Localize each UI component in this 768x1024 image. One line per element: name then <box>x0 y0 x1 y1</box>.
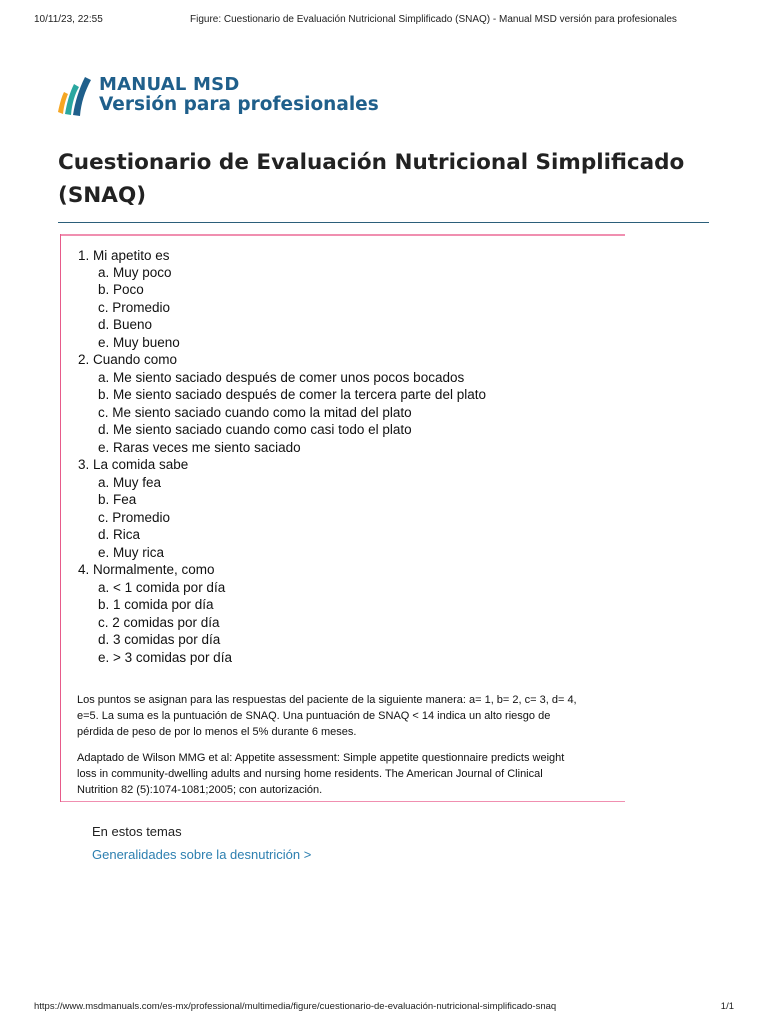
figure-bottom-border <box>61 801 625 803</box>
title-divider <box>58 222 709 223</box>
question-4-option-b: b. 1 comida por día <box>98 597 214 612</box>
question-3: 3. La comida sabe <box>78 457 189 472</box>
question-2-option-c: c. Me siento saciado cuando como la mitad del plato <box>98 405 412 420</box>
question-2-option-a: a. Me siento saciado después de comer unos pocos bocados <box>98 370 465 385</box>
question-2-option-b: b. Me siento saciado después de comer la tercera parte del plato <box>98 387 486 402</box>
question-1-option-c: c. Promedio <box>98 300 171 315</box>
question-3-option-d: d. Rica <box>98 527 141 542</box>
question-1-option-a: a. Muy poco <box>98 265 172 280</box>
question-4-option-a: a. < 1 comida por día <box>98 580 226 595</box>
question-4-option-d: d. 3 comidas por día <box>98 632 221 647</box>
question-3-option-c: c. Promedio <box>98 510 171 525</box>
question-3-option-e: e. Muy rica <box>98 545 165 560</box>
page-number: 1/1 <box>720 1001 734 1012</box>
related-topics-label: En estos temas <box>92 824 182 839</box>
question-1: 1. Mi apetito es <box>78 248 170 263</box>
msd-logo-icon <box>56 72 94 116</box>
page-title: Cuestionario de Evaluación Nutricional Simplificado (SNAQ) <box>58 150 685 208</box>
question-4-option-e: e. > 3 comidas por día <box>98 650 232 665</box>
print-datetime: 10/11/23, 22:55 <box>34 14 103 25</box>
question-2: 2. Cuando como <box>78 352 178 367</box>
figure-top-border <box>61 234 625 236</box>
question-2-option-d: d. Me siento saciado cuando como casi todo el plato <box>98 422 412 437</box>
question-2-option-e: e. Raras veces me siento saciado <box>98 440 301 455</box>
citation: Adaptado de Wilson MMG et al: Appetite assessment: Simple appetite questionnaire predicts weight loss in community-dwelling adults and nursing home residents. The American Journal of Clinical Nutrition 82 (5):1074-1081;2005; con autorización. <box>77 752 565 796</box>
question-3-option-b: b. Fea <box>98 492 137 507</box>
print-url: https://www.msdmanuals.com/es-mx/professional/multimedia/figure/cuestionario-de-evaluación-nutricional-simplificado-snaq <box>34 1001 557 1012</box>
scoring-note: Los puntos se asignan para las respuestas del paciente de la siguiente manera: a= 1, b= 2, c= 3, d= 4, e=5. La suma es la puntuación de SNAQ. Una puntuación de SNAQ < 14 indica un alto riesgo de pérdida de peso de por lo menos el 5% durante 6 meses. <box>77 694 577 738</box>
question-4-option-c: c. 2 comidas por día <box>98 615 220 630</box>
question-1-option-b: b. Poco <box>98 282 144 297</box>
print-page-title: Figure: Cuestionario de Evaluación Nutricional Simplificado (SNAQ) - Manual MSD versión para profesionales <box>190 14 677 25</box>
logo-line-2: Versión para profesionales <box>99 94 379 115</box>
question-1-option-e: e. Muy bueno <box>98 335 180 350</box>
question-1-option-d: d. Bueno <box>98 317 153 332</box>
msd-manual-logo[interactable] <box>56 72 379 120</box>
logo-line-1: MANUAL MSD <box>99 74 240 95</box>
question-4: 4. Normalmente, como <box>78 562 215 577</box>
question-3-option-a: a. Muy fea <box>98 475 162 490</box>
related-topic-link[interactable]: Generalidades sobre la desnutrición > <box>92 847 312 862</box>
snaq-figure <box>60 234 625 802</box>
